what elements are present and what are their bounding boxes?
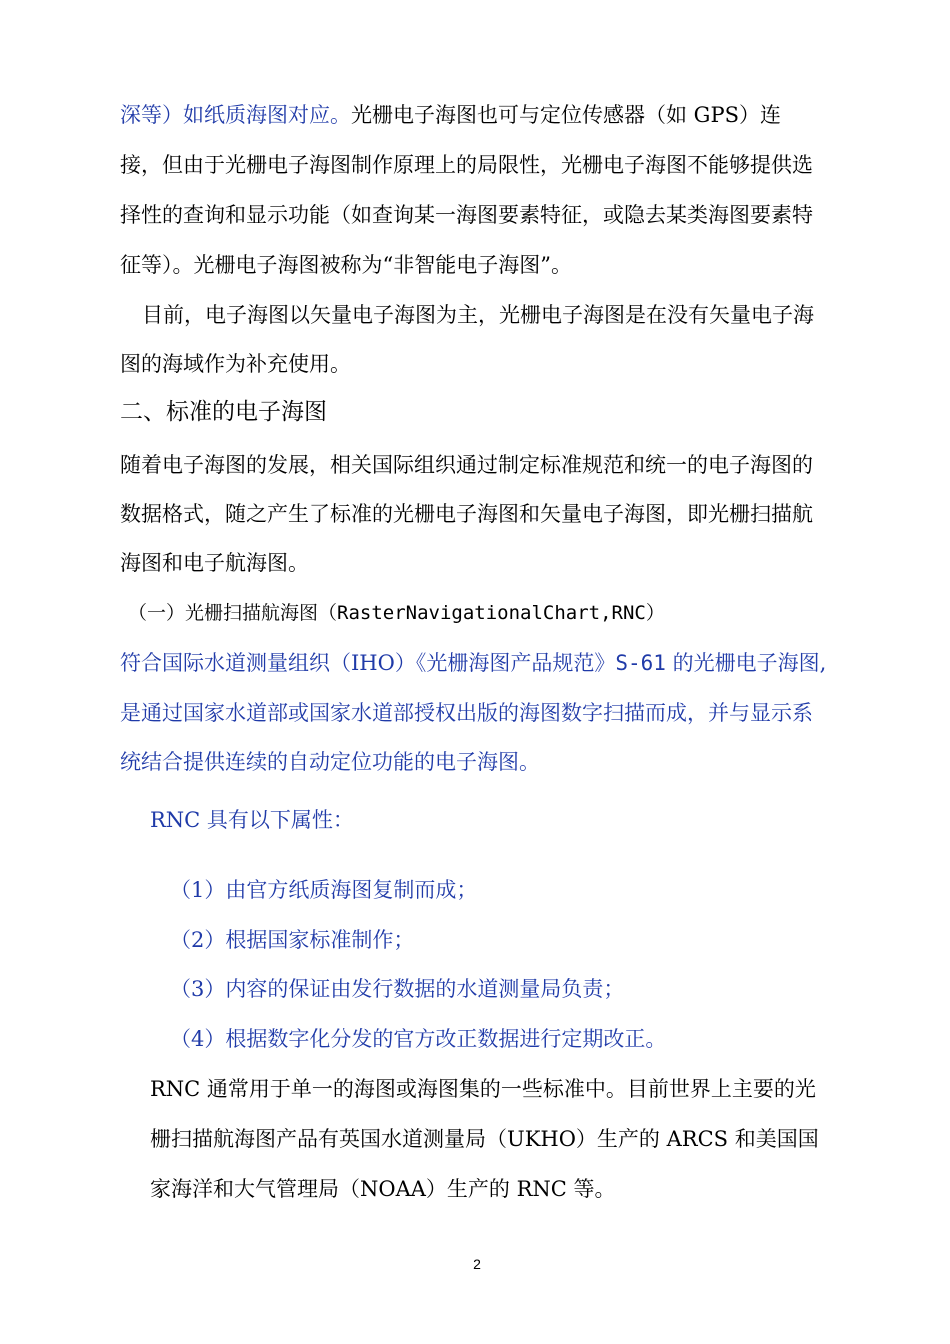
para3-line2: 数据格式，随之产生了标准的光栅电子海图和矢量电子海图，即光栅扫描航 <box>120 502 813 526</box>
para5-line2: 栅扫描航海图产品有英国水道测量局（UKHO）生产的 ARCS 和美国国 <box>150 1127 819 1151</box>
para4-line2: 是通过国家水道部或国家水道部授权出版的海图数字扫描而成，并与显示系 <box>120 701 813 725</box>
para1-line4: 征等）。光栅电子海图被称为“非智能电子海图”。 <box>120 253 572 277</box>
para5-line1: RNC 通常用于单一的海图或海图集的一些标准中。目前世界上主要的光 <box>150 1077 816 1101</box>
para3-line1: 随着电子海图的发展，相关国际组织通过制定标准规范和统一的电子海图的 <box>120 453 813 477</box>
rnc-intro: RNC 具有以下属性： <box>150 808 354 832</box>
para1-line1-black: 光栅电子海图也可与定位传感器（如 GPS）连 <box>351 103 781 127</box>
para4-line1 <box>120 648 826 678</box>
section-heading: 二、标准的电子海图 <box>120 399 327 425</box>
rnc-item-4: （4）根据数字化分发的官方改正数据进行定期改正。 <box>170 1027 667 1051</box>
para1-line3: 择性的查询和显示功能（如查询某一海图要素特征，或隐去某类海图要素特 <box>120 203 813 227</box>
rnc-item-3: （3）内容的保证由发行数据的水道测量局负责； <box>170 977 625 1001</box>
para4-line1-c: 的光栅电子海图, <box>665 651 827 675</box>
para4-line1-code: S-61 <box>615 651 666 675</box>
para2-line2: 图的海域作为补充使用。 <box>120 352 351 376</box>
para1-line1 <box>120 100 781 130</box>
subheading-rnc: （一）光栅扫描航海图（RasterNavigationalChart,RNC） <box>128 602 665 624</box>
para4-line3: 统结合提供连续的自动定位功能的电子海图。 <box>120 750 540 774</box>
rnc-item-2: （2）根据国家标准制作； <box>170 928 415 952</box>
para1-line2: 接，但由于光栅电子海图制作原理上的局限性，光栅电子海图不能够提供选 <box>120 153 813 177</box>
page-number: 2 <box>473 1256 481 1272</box>
para4-line1-a: 符合国际水道测量组织（IHO）《光栅海图产品规范》 <box>120 651 616 675</box>
para2-line1: 目前，电子海图以矢量电子海图为主，光栅电子海图是在没有矢量电子海 <box>142 303 814 327</box>
para3-line3: 海图和电子航海图。 <box>120 551 309 575</box>
rnc-item-1: （1）由官方纸质海图复制而成； <box>170 878 478 902</box>
para5-line3: 家海洋和大气管理局（NOAA）生产的 RNC 等。 <box>150 1177 616 1201</box>
para1-line1-blue: 深等）如纸质海图对应。 <box>120 103 351 127</box>
